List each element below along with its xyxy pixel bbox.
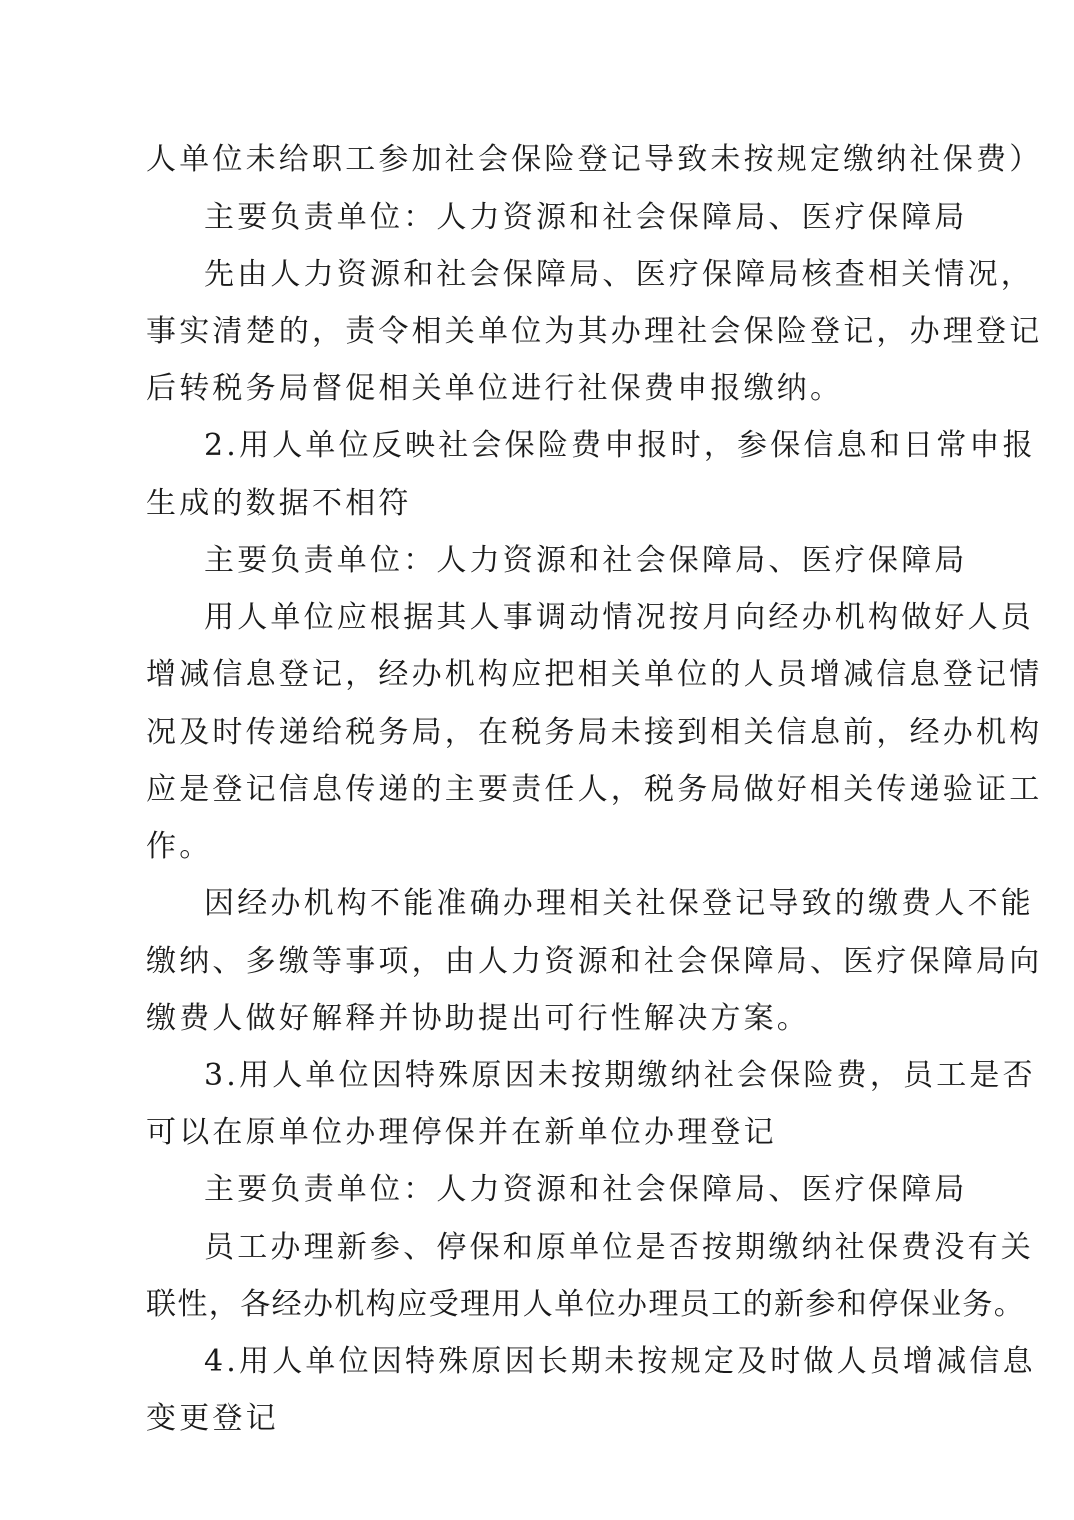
text-line: 缴费人做好解释并协助提出可行性解决方案。 (146, 1001, 810, 1036)
text-line: 先由人力资源和社会保障局、医疗保障局核查相关情况， (204, 257, 1034, 292)
item-heading-4: 4.用人单位因特殊原因长期未按规定及时做人员增减信息 (204, 1344, 1036, 1379)
text-line: 人单位未给职工参加社会保险登记导致未按规定缴纳社保费） (146, 142, 1043, 177)
text-line: 员工办理新参、停保和原单位是否按期缴纳社保费没有关 (204, 1230, 1034, 1265)
text-line: 用人单位应根据其人事调动情况按月向经办机构做好人员 (204, 600, 1034, 635)
text-line: 增减信息登记，经办机构应把相关单位的人员增减信息登记情 (146, 657, 1043, 692)
responsible-unit-line: 主要负责单位：人力资源和社会保障局、医疗保障局 (204, 543, 968, 578)
responsible-unit-line: 主要负责单位：人力资源和社会保障局、医疗保障局 (204, 1172, 968, 1207)
item-heading-3-cont: 可以在原单位办理停保并在新单位办理登记 (146, 1115, 777, 1150)
item-heading-2-cont: 生成的数据不相符 (146, 486, 412, 521)
text-line: 应是登记信息传递的主要责任人，税务局做好相关传递验证工 (146, 772, 1043, 807)
text-line: 况及时传递给税务局，在税务局未接到相关信息前，经办机构 (146, 715, 1043, 750)
text-line: 作。 (146, 829, 213, 864)
item-heading-4-cont: 变更登记 (146, 1401, 279, 1436)
text-line: 因经办机构不能准确办理相关社保登记导致的缴费人不能 (204, 886, 1034, 921)
text-line: 缴纳、多缴等事项，由人力资源和社会保障局、医疗保障局向 (146, 944, 1043, 979)
text-line: 事实清楚的，责令相关单位为其办理社会保险登记，办理登记 (146, 314, 1043, 349)
text-line: 联性，各经办机构应受理用人单位办理员工的新参和停保业务。 (146, 1287, 1026, 1322)
item-heading-2: 2.用人单位反映社会保险费申报时，参保信息和日常申报 (204, 428, 1036, 463)
responsible-unit-line: 主要负责单位：人力资源和社会保障局、医疗保障局 (204, 200, 968, 235)
item-heading-3: 3.用人单位因特殊原因未按期缴纳社会保险费，员工是否 (204, 1058, 1036, 1093)
text-line: 后转税务局督促相关单位进行社保费申报缴纳。 (146, 371, 844, 406)
